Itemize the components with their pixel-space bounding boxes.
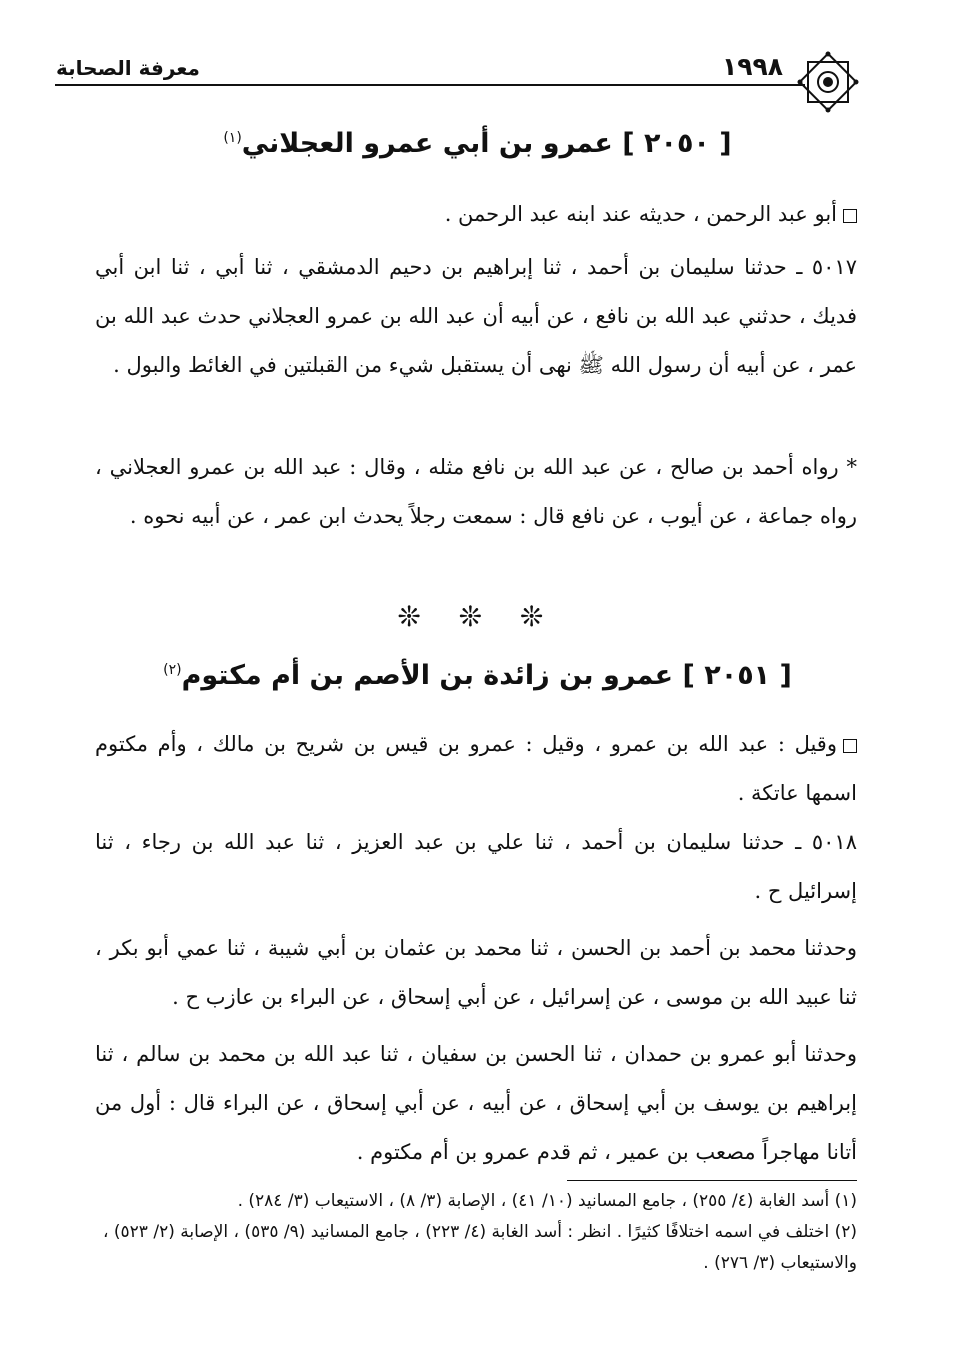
- footnote-marker: (٢): [163, 662, 182, 678]
- entry-heading-2050: [0, 128, 955, 159]
- entry-intro: [95, 190, 857, 239]
- footnote-rule: [567, 1180, 857, 1181]
- hadith-chain-paragraph: وحدثنا أبو عمرو بن حمدان ، ثنا الحسن بن سفيان ، ثنا عبد الله بن محمد بن سالم ، ثنا إبراهيم بن يوسف بن أبي إسحاق ، عن أبيه ، عن أبي إسحاق ، عن البراء قال : أول من أتانا مهاجراً مصعب بن عمير ، ثم قدم عمرو بن أم مكتوم .: [95, 1042, 857, 1164]
- footnote-2: (٢) اختلف في اسمه اختلافًا كثيرًا . انظر : أسد الغابة (٤/ ٢٢٣) ، جامع المسانيد (٩/ ٥٣٥) ، الإصابة (٢/ ٥٢٣) ، والاستيعاب (٣/ ٢٧٦) .: [103, 1222, 857, 1273]
- entry-heading-text: [ ٢٠٥٠ ] عمرو بن أبي عمرو العجلاني: [241, 128, 732, 159]
- hadith-paragraph: ٥٠١٧ ـ حدثنا سليمان بن أحمد ، ثنا إبراهيم بن دحيم الدمشقي ، ثنا أبي ، ثنا ابن أبي فديك ، حدثني عبد الله بن نافع ، عن أبيه أن عبد الله بن عمرو العجلاني حدث عبد الله بن عمر ، عن أبيه أن رسول الله ﷺ نهى أن يستقبل شيء من القبلتين في الغائط والبول .: [95, 255, 857, 377]
- entry-intro-text: أبو عبد الرحمن ، حديثه عند ابنه عبد الرحمن .: [444, 202, 837, 226]
- entry-intro-text: وقيل : عبد الله بن عمرو ، وقيل : عمرو بن قيس بن شريح بن مالك ، وأم مكتوم اسمها عاتكة .: [95, 732, 857, 805]
- entry-intro: [95, 720, 857, 818]
- square-bullet-icon: [843, 209, 857, 223]
- page-number: ١٩٩٨: [721, 52, 783, 81]
- square-bullet-icon: [843, 739, 857, 753]
- footnote-1: (١) أسد الغابة (٤/ ٢٥٥) ، جامع المسانيد (١٠/ ٤١) ، الإصابة (٣/ ٨) ، الاستيعاب (٣/ ٢٨٤) .: [237, 1191, 857, 1211]
- hadith-paragraph: ٥٠١٨ ـ حدثنا سليمان بن أحمد ، ثنا علي بن عبد العزيز ، ثنا عبد الله بن رجاء ، ثنا إسرائيل ح .: [95, 830, 857, 903]
- hadith-chain-paragraph: وحدثنا محمد بن أحمد بن الحسن ، ثنا محمد بن عثمان بن أبي شيبة ، ثنا عمي أبو بكر ، ثنا عبيد الله بن موسى ، عن إسرائيل ، عن أبي إسحاق ، عن البراء بن عازب ح .: [95, 936, 857, 1009]
- entry-heading-2051: [0, 660, 955, 691]
- entry-heading-text: [ ٢٠٥١ ] عمرو بن زائدة بن الأصم بن أم مكتوم: [181, 660, 792, 691]
- commentary-paragraph: * رواه أحمد بن صالح ، عن عبد الله بن نافع مثله ، وقال : عبد الله بن عمرو العجلاني ، رواه جماعة ، عن أيوب ، عن نافع قال : سمعت رجلاً يحدث ابن عمر ، عن أبيه نحوه .: [95, 455, 857, 528]
- octagon-ornament-icon: [796, 50, 860, 114]
- header-rule: [55, 84, 805, 86]
- footnote-marker: (١): [223, 130, 242, 146]
- section-separator: ❊ ❊ ❊: [397, 600, 558, 633]
- running-header-title: معرفة الصحابة: [56, 56, 200, 80]
- footnotes: [95, 1186, 857, 1279]
